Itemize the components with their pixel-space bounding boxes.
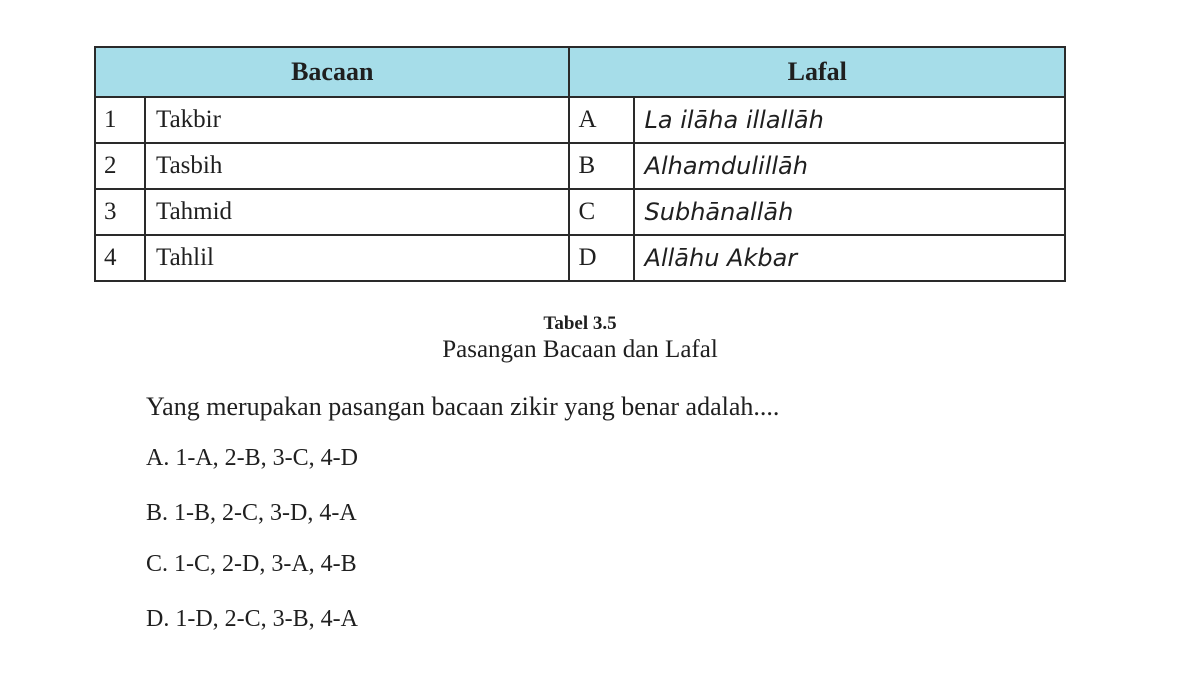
lafal-cell: Subhānallāh (634, 189, 1065, 235)
question-text: Yang merupakan pasangan bacaan zikir yang benar adalah.... (146, 392, 780, 421)
lafal-cell: Allāhu Akbar (634, 235, 1065, 281)
lafal-cell: Alhamdulillāh (634, 143, 1065, 189)
lafal-cell: La ilāha illallāh (634, 97, 1065, 143)
answer-option-a: A. 1-A, 2-B, 3-C, 4-D (146, 445, 358, 471)
letter-cell: B (569, 143, 633, 189)
letter-cell: A (569, 97, 633, 143)
answer-option-d: D. 1-D, 2-C, 3-B, 4-A (146, 606, 358, 632)
answer-option-b: B. 1-B, 2-C, 3-D, 4-A (146, 500, 357, 526)
bacaan-cell: Tahmid (145, 189, 569, 235)
table-caption-title: Pasangan Bacaan dan Lafal (442, 336, 718, 363)
row-number: 3 (95, 189, 145, 235)
table-row (95, 235, 1065, 281)
bacaan-cell: Takbir (145, 97, 569, 143)
row-number: 2 (95, 143, 145, 189)
table-header-row (95, 47, 1065, 97)
bacaan-cell: Tahlil (145, 235, 569, 281)
answer-option-c: C. 1-C, 2-D, 3-A, 4-B (146, 551, 357, 577)
row-number: 4 (95, 235, 145, 281)
bacaan-lafal-table (94, 46, 1066, 282)
header-bacaan: Bacaan (95, 47, 569, 97)
table-row (95, 189, 1065, 235)
letter-cell: C (569, 189, 633, 235)
letter-cell: D (569, 235, 633, 281)
table-caption-label: Tabel 3.5 (543, 313, 617, 334)
header-lafal: Lafal (569, 47, 1065, 97)
table-row (95, 143, 1065, 189)
row-number: 1 (95, 97, 145, 143)
table-row (95, 97, 1065, 143)
bacaan-cell: Tasbih (145, 143, 569, 189)
